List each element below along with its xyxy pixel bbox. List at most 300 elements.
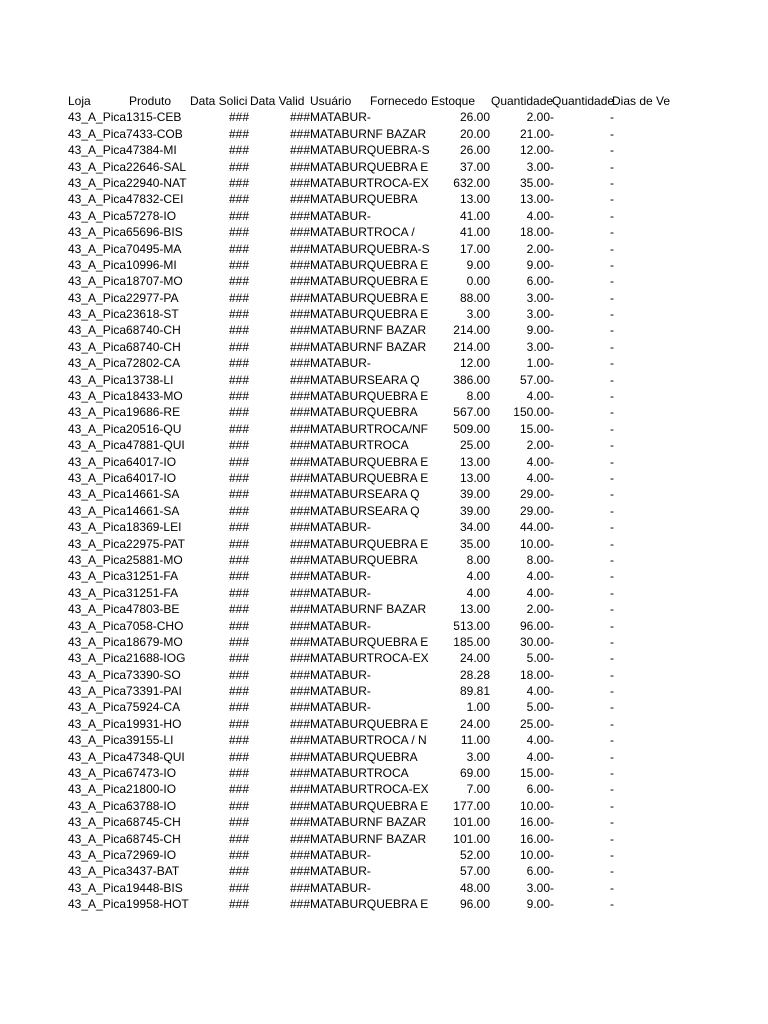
cell-data-solicitacao: ### [228,798,249,813]
cell-quantidade-2: - [550,274,554,289]
cell-usuario-fornecedor: MATABURQUEBRA [310,405,418,420]
cell-quantidade: 4.00 [526,684,550,699]
cell-data-solicitacao: ### [228,126,249,141]
cell-loja-produto: 43_A_Pica14661-SA [68,487,180,502]
cell-usuario-fornecedor: MATABURQUEBRA E [310,454,429,469]
cell-loja-produto: 43_A_Pica68745-CH [68,831,181,846]
cell-estoque: 88.00 [459,290,490,305]
cell-quantidade: 9.00 [526,323,550,338]
cell-quantidade: 6.00 [526,274,550,289]
cell-data-validade: ### [289,602,310,617]
cell-loja-produto: 43_A_Pica18433-MO [68,389,183,404]
header-usuario: Usuário [310,94,352,108]
cell-data-validade: ### [289,356,310,371]
cell-estoque: 96.00 [459,897,490,912]
cell-data-solicitacao: ### [228,175,249,190]
cell-quantidade-2: - [550,438,554,453]
cell-quantidade: 9.00 [526,897,550,912]
cell-quantidade-2: - [550,323,554,338]
cell-estoque: 509.00 [453,421,490,436]
cell-usuario-fornecedor: MATABUR- [310,880,371,895]
cell-estoque: 0.00 [466,274,490,289]
cell-data-validade: ### [289,749,310,764]
cell-quantidade: 5.00 [526,700,550,715]
cell-dias-de-venda: - [610,585,614,600]
cell-dias-de-venda: - [610,487,614,502]
cell-estoque: 28.28 [459,667,490,682]
cell-loja-produto: 43_A_Pica47384-MI [68,143,177,158]
cell-dias-de-venda: - [610,897,614,912]
cell-dias-de-venda: - [610,766,614,781]
cell-dias-de-venda: - [610,389,614,404]
cell-quantidade: 5.00 [526,651,550,666]
cell-estoque: 7.00 [466,782,490,797]
cell-estoque: 13.00 [459,192,490,207]
cell-quantidade: 15.00 [519,421,550,436]
cell-loja-produto: 43_A_Pica3437-BAT [68,864,180,879]
cell-data-validade: ### [289,421,310,436]
cell-dias-de-venda: - [610,323,614,338]
cell-quantidade: 2.00 [526,110,550,125]
cell-dias-de-venda: - [610,290,614,305]
cell-quantidade-2: - [550,241,554,256]
cell-loja-produto: 43_A_Pica57278-IO [68,208,177,223]
cell-usuario-fornecedor: MATABURQUEBRA E [310,470,429,485]
cell-data-solicitacao: ### [228,339,249,354]
cell-usuario-fornecedor: MATABUR- [310,667,371,682]
cell-usuario-fornecedor: MATABURTROCA / [310,225,415,240]
cell-data-solicitacao: ### [228,225,249,240]
cell-data-solicitacao: ### [228,257,249,272]
cell-data-validade: ### [289,815,310,830]
cell-quantidade-2: - [550,503,554,518]
cell-dias-de-venda: - [610,470,614,485]
cell-data-validade: ### [289,487,310,502]
cell-data-solicitacao: ### [228,569,249,584]
cell-data-validade: ### [289,585,310,600]
cell-dias-de-venda: - [610,831,614,846]
cell-loja-produto: 43_A_Pica64017-IO [68,470,177,485]
cell-usuario-fornecedor: MATABURQUEBRA E [310,536,429,551]
cell-data-solicitacao: ### [228,438,249,453]
cell-estoque: 386.00 [453,372,490,387]
cell-data-validade: ### [289,651,310,666]
cell-estoque: 101.00 [453,831,490,846]
header-loja: Loja [68,94,91,108]
cell-dias-de-venda: - [610,667,614,682]
cell-estoque: 41.00 [459,208,490,223]
cell-quantidade-2: - [550,356,554,371]
header-fornecedor: Fornecedo [370,94,428,108]
cell-usuario-fornecedor: MATABURQUEBRA E [310,307,429,322]
cell-estoque: 17.00 [459,241,490,256]
cell-data-solicitacao: ### [228,880,249,895]
cell-dias-de-venda: - [610,454,614,469]
cell-usuario-fornecedor: MATABURSEARA Q [310,487,420,502]
cell-estoque: 632.00 [453,175,490,190]
cell-dias-de-venda: - [610,143,614,158]
cell-usuario-fornecedor: MATABURQUEBRA-S [310,143,430,158]
cell-loja-produto: 43_A_Pica70495-MA [68,241,182,256]
cell-data-solicitacao: ### [228,290,249,305]
cell-usuario-fornecedor: MATABURNF BAZAR [310,323,427,338]
cell-loja-produto: 43_A_Pica18369-LEI [68,520,182,535]
cell-estoque: 20.00 [459,126,490,141]
cell-estoque: 35.00 [459,536,490,551]
cell-dias-de-venda: - [610,552,614,567]
cell-loja-produto: 43_A_Pica63788-IO [68,798,177,813]
cell-estoque: 26.00 [459,143,490,158]
cell-dias-de-venda: - [610,520,614,535]
cell-usuario-fornecedor: MATABURNF BAZAR [310,339,427,354]
cell-quantidade-2: - [550,520,554,535]
cell-estoque: 24.00 [459,651,490,666]
cell-loja-produto: 43_A_Pica68740-CH [68,339,181,354]
cell-usuario-fornecedor: MATABURTROCA [310,438,409,453]
cell-data-validade: ### [289,175,310,190]
cell-usuario-fornecedor: MATABURTROCA-EX [310,651,429,666]
cell-usuario-fornecedor: MATABUR- [310,110,371,125]
cell-loja-produto: 43_A_Pica19686-RE [68,405,181,420]
cell-data-validade: ### [289,257,310,272]
cell-usuario-fornecedor: MATABURQUEBRA E [310,634,429,649]
cell-data-validade: ### [289,733,310,748]
cell-data-validade: ### [289,880,310,895]
cell-quantidade-2: - [550,897,554,912]
cell-usuario-fornecedor: MATABUR- [310,684,371,699]
cell-data-validade: ### [289,372,310,387]
cell-loja-produto: 43_A_Pica39155-LI [68,733,174,748]
cell-quantidade-2: - [550,421,554,436]
cell-data-solicitacao: ### [228,405,249,420]
cell-usuario-fornecedor: MATABUR- [310,569,371,584]
cell-data-validade: ### [289,389,310,404]
cell-data-solicitacao: ### [228,667,249,682]
cell-quantidade-2: - [550,585,554,600]
cell-dias-de-venda: - [610,126,614,141]
cell-estoque: 9.00 [466,257,490,272]
cell-data-validade: ### [289,110,310,125]
cell-dias-de-venda: - [610,815,614,830]
cell-quantidade-2: - [550,569,554,584]
cell-data-solicitacao: ### [228,454,249,469]
cell-usuario-fornecedor: MATABURQUEBRA-S [310,241,430,256]
cell-data-solicitacao: ### [228,897,249,912]
cell-dias-de-venda: - [610,372,614,387]
cell-quantidade: 25.00 [519,716,550,731]
cell-quantidade-2: - [550,880,554,895]
cell-estoque: 39.00 [459,487,490,502]
cell-dias-de-venda: - [610,782,614,797]
cell-data-solicitacao: ### [228,372,249,387]
cell-data-validade: ### [289,208,310,223]
cell-quantidade-2: - [550,470,554,485]
cell-loja-produto: 43_A_Pica18707-MO [68,274,183,289]
cell-data-solicitacao: ### [228,700,249,715]
cell-quantidade: 8.00 [526,552,550,567]
cell-quantidade: 15.00 [519,766,550,781]
cell-data-solicitacao: ### [228,503,249,518]
cell-data-validade: ### [289,667,310,682]
cell-data-validade: ### [289,700,310,715]
cell-quantidade: 2.00 [526,438,550,453]
cell-data-validade: ### [289,503,310,518]
cell-data-validade: ### [289,454,310,469]
cell-estoque: 177.00 [453,798,490,813]
cell-estoque: 3.00 [466,307,490,322]
cell-quantidade: 16.00 [519,815,550,830]
cell-loja-produto: 43_A_Pica72969-IO [68,847,177,862]
cell-quantidade: 3.00 [526,290,550,305]
header-estoque: Estoque [431,94,476,108]
cell-usuario-fornecedor: MATABURTROCA / N [310,733,427,748]
cell-dias-de-venda: - [610,307,614,322]
cell-quantidade-2: - [550,798,554,813]
cell-loja-produto: 43_A_Pica7433-COB [68,126,183,141]
cell-loja-produto: 43_A_Pica1315-CEB [68,110,182,125]
cell-quantidade-2: - [550,847,554,862]
cell-data-validade: ### [289,618,310,633]
cell-usuario-fornecedor: MATABURQUEBRA [310,749,418,764]
cell-data-validade: ### [289,339,310,354]
cell-data-solicitacao: ### [228,782,249,797]
cell-data-solicitacao: ### [228,470,249,485]
cell-dias-de-venda: - [610,421,614,436]
cell-quantidade: 1.00 [526,356,550,371]
cell-usuario-fornecedor: MATABURQUEBRA [310,192,418,207]
cell-estoque: 1.00 [466,700,490,715]
cell-quantidade: 2.00 [526,602,550,617]
cell-data-validade: ### [289,897,310,912]
cell-estoque: 567.00 [453,405,490,420]
cell-quantidade: 16.00 [519,831,550,846]
cell-loja-produto: 43_A_Pica47881-QUI [68,438,185,453]
cell-data-solicitacao: ### [228,159,249,174]
cell-loja-produto: 43_A_Pica68740-CH [68,323,181,338]
cell-estoque: 34.00 [459,520,490,535]
cell-estoque: 25.00 [459,438,490,453]
cell-estoque: 8.00 [466,389,490,404]
cell-data-validade: ### [289,143,310,158]
cell-usuario-fornecedor: MATABUR- [310,208,371,223]
cell-usuario-fornecedor: MATABURQUEBRA E [310,159,429,174]
cell-estoque: 37.00 [459,159,490,174]
cell-quantidade: 9.00 [526,257,550,272]
cell-dias-de-venda: - [610,175,614,190]
cell-quantidade-2: - [550,749,554,764]
cell-loja-produto: 43_A_Pica65696-BIS [68,225,183,240]
cell-data-validade: ### [289,192,310,207]
cell-data-solicitacao: ### [228,356,249,371]
cell-data-solicitacao: ### [228,552,249,567]
cell-estoque: 13.00 [459,454,490,469]
cell-data-solicitacao: ### [228,749,249,764]
cell-data-solicitacao: ### [228,618,249,633]
cell-quantidade: 10.00 [519,798,550,813]
cell-estoque: 4.00 [466,569,490,584]
cell-quantidade: 57.00 [519,372,550,387]
header-quantidade-2: Quantidade [552,94,615,108]
cell-quantidade: 29.00 [519,503,550,518]
cell-quantidade-2: - [550,864,554,879]
cell-quantidade: 44.00 [519,520,550,535]
cell-data-solicitacao: ### [228,733,249,748]
cell-data-solicitacao: ### [228,651,249,666]
cell-quantidade: 6.00 [526,782,550,797]
cell-usuario-fornecedor: MATABURTROCA [310,766,409,781]
cell-usuario-fornecedor: MATABUR- [310,700,371,715]
cell-data-validade: ### [289,470,310,485]
cell-data-validade: ### [289,684,310,699]
cell-data-validade: ### [289,274,310,289]
cell-quantidade-2: - [550,290,554,305]
cell-quantidade: 13.00 [519,192,550,207]
cell-dias-de-venda: - [610,257,614,272]
cell-dias-de-venda: - [610,192,614,207]
cell-dias-de-venda: - [610,618,614,633]
cell-loja-produto: 43_A_Pica64017-IO [68,454,177,469]
cell-estoque: 13.00 [459,470,490,485]
cell-data-validade: ### [289,716,310,731]
cell-data-validade: ### [289,634,310,649]
cell-data-solicitacao: ### [228,421,249,436]
cell-usuario-fornecedor: MATABURNF BAZAR [310,126,427,141]
cell-usuario-fornecedor: MATABURSEARA Q [310,503,420,518]
cell-loja-produto: 43_A_Pica68745-CH [68,815,181,830]
cell-quantidade: 3.00 [526,339,550,354]
cell-data-validade: ### [289,405,310,420]
cell-quantidade: 10.00 [519,536,550,551]
cell-quantidade: 4.00 [526,389,550,404]
cell-data-validade: ### [289,766,310,781]
cell-quantidade-2: - [550,831,554,846]
cell-loja-produto: 43_A_Pica22940-NAT [68,175,187,190]
cell-dias-de-venda: - [610,159,614,174]
cell-quantidade-2: - [550,225,554,240]
cell-dias-de-venda: - [610,880,614,895]
cell-quantidade-2: - [550,339,554,354]
cell-estoque: 89.81 [459,684,490,699]
cell-quantidade-2: - [550,307,554,322]
cell-dias-de-venda: - [610,438,614,453]
cell-quantidade: 6.00 [526,864,550,879]
cell-dias-de-venda: - [610,274,614,289]
cell-quantidade: 21.00 [519,126,550,141]
cell-dias-de-venda: - [610,536,614,551]
cell-data-validade: ### [289,798,310,813]
cell-data-solicitacao: ### [228,241,249,256]
cell-estoque: 214.00 [453,339,490,354]
cell-dias-de-venda: - [610,733,614,748]
cell-quantidade-2: - [550,815,554,830]
cell-quantidade-2: - [550,716,554,731]
cell-quantidade-2: - [550,159,554,174]
cell-usuario-fornecedor: MATABURNF BAZAR [310,831,427,846]
cell-loja-produto: 43_A_Pica20516-QU [68,421,182,436]
cell-quantidade-2: - [550,634,554,649]
cell-data-validade: ### [289,307,310,322]
cell-dias-de-venda: - [610,339,614,354]
cell-estoque: 13.00 [459,602,490,617]
cell-data-validade: ### [289,159,310,174]
cell-quantidade-2: - [550,110,554,125]
cell-data-solicitacao: ### [228,110,249,125]
cell-quantidade-2: - [550,552,554,567]
cell-quantidade-2: - [550,733,554,748]
cell-usuario-fornecedor: MATABURQUEBRA E [310,897,429,912]
header-dias-de-venda: Dias de Ve [612,94,671,108]
cell-data-solicitacao: ### [228,847,249,862]
cell-usuario-fornecedor: MATABURQUEBRA E [310,290,429,305]
cell-usuario-fornecedor: MATABURTROCA-EX [310,782,429,797]
cell-data-validade: ### [289,831,310,846]
cell-quantidade-2: - [550,667,554,682]
cell-quantidade: 2.00 [526,241,550,256]
cell-data-validade: ### [289,552,310,567]
cell-estoque: 513.00 [453,618,490,633]
cell-quantidade-2: - [550,536,554,551]
cell-quantidade-2: - [550,782,554,797]
cell-data-solicitacao: ### [228,487,249,502]
cell-quantidade-2: - [550,257,554,272]
cell-dias-de-venda: - [610,847,614,862]
cell-quantidade-2: - [550,487,554,502]
cell-data-solicitacao: ### [228,389,249,404]
header-quantidade-1: Quantidade [491,94,554,108]
cell-quantidade-2: - [550,405,554,420]
cell-loja-produto: 43_A_Pica47832-CEI [68,192,184,207]
cell-usuario-fornecedor: MATABURNF BAZAR [310,815,427,830]
cell-dias-de-venda: - [610,602,614,617]
cell-loja-produto: 43_A_Pica22977-PA [68,290,179,305]
header-data-validade: Data Valid [250,94,305,108]
cell-dias-de-venda: - [610,700,614,715]
cell-quantidade: 3.00 [526,880,550,895]
cell-loja-produto: 43_A_Pica23618-ST [68,307,179,322]
cell-usuario-fornecedor: MATABUR- [310,618,371,633]
cell-dias-de-venda: - [610,569,614,584]
cell-usuario-fornecedor: MATABURQUEBRA E [310,716,429,731]
cell-data-validade: ### [289,290,310,305]
cell-quantidade: 4.00 [526,454,550,469]
cell-data-solicitacao: ### [228,634,249,649]
cell-data-solicitacao: ### [228,208,249,223]
cell-data-validade: ### [289,438,310,453]
cell-quantidade: 10.00 [519,847,550,862]
cell-data-solicitacao: ### [228,831,249,846]
cell-usuario-fornecedor: MATABUR- [310,356,371,371]
cell-quantidade: 3.00 [526,307,550,322]
cell-estoque: 12.00 [459,356,490,371]
cell-quantidade: 4.00 [526,585,550,600]
cell-dias-de-venda: - [610,110,614,125]
cell-loja-produto: 43_A_Pica13738-LI [68,372,174,387]
cell-usuario-fornecedor: MATABURQUEBRA E [310,274,429,289]
cell-loja-produto: 43_A_Pica22646-SAL [68,159,187,174]
cell-loja-produto: 43_A_Pica72802-CA [68,356,181,371]
cell-dias-de-venda: - [610,684,614,699]
cell-loja-produto: 43_A_Pica67473-IO [68,766,177,781]
cell-estoque: 26.00 [459,110,490,125]
cell-estoque: 4.00 [466,585,490,600]
cell-quantidade: 30.00 [519,634,550,649]
cell-quantidade: 4.00 [526,470,550,485]
cell-quantidade: 4.00 [526,733,550,748]
cell-data-validade: ### [289,864,310,879]
cell-quantidade: 18.00 [519,225,550,240]
cell-estoque: 41.00 [459,225,490,240]
cell-quantidade-2: - [550,208,554,223]
